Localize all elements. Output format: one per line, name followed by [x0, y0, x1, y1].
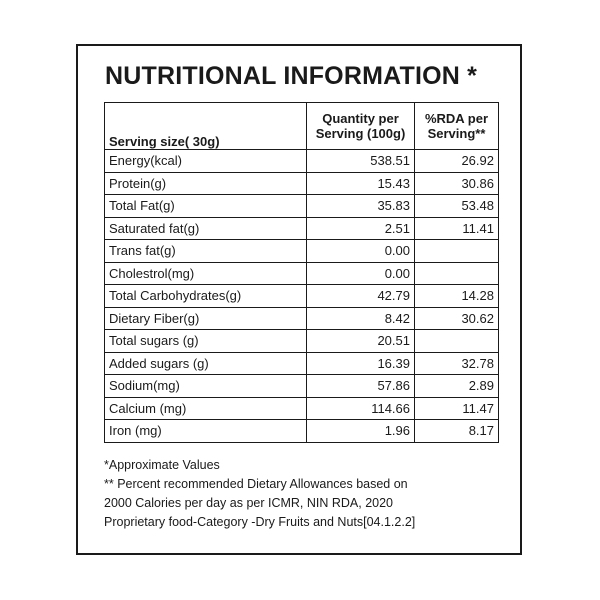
nutrient-name: Dietary Fiber(g) — [105, 307, 307, 330]
nutrient-name: Sodium(mg) — [105, 375, 307, 398]
nutrient-quantity: 35.83 — [307, 195, 415, 218]
nutrient-quantity: 0.00 — [307, 262, 415, 285]
quantity-header — [307, 103, 415, 150]
nutrient-name: Cholestrol(mg) — [105, 262, 307, 285]
nutrient-quantity: 1.96 — [307, 420, 415, 443]
nutrient-rda: 2.89 — [415, 375, 499, 398]
nutrient-rda: 32.78 — [415, 352, 499, 375]
category-note: Proprietary food-Category -Dry Fruits and Nuts[04.1.2.2] — [104, 515, 416, 529]
nutrient-name: Protein(g) — [105, 172, 307, 195]
table-row — [105, 420, 499, 443]
rda-note-line1: ** Percent recommended Dietary Allowances based on — [104, 477, 408, 491]
nutrient-quantity: 114.66 — [307, 397, 415, 420]
nutrient-name: Calcium (mg) — [105, 397, 307, 420]
nutrient-name: Saturated fat(g) — [105, 217, 307, 240]
nutrient-name: Total Fat(g) — [105, 195, 307, 218]
table-row — [105, 172, 499, 195]
nutrient-name: Total Carbohydrates(g) — [105, 285, 307, 308]
nutrient-name: Energy(kcal) — [105, 150, 307, 173]
quantity-header-line2: Serving (100g) — [315, 126, 406, 141]
table-row — [105, 285, 499, 308]
nutrient-quantity: 2.51 — [307, 217, 415, 240]
nutrient-rda: 53.48 — [415, 195, 499, 218]
nutrient-quantity: 57.86 — [307, 375, 415, 398]
table-row — [105, 375, 499, 398]
nutrient-quantity: 0.00 — [307, 240, 415, 263]
nutrient-rda: 11.41 — [415, 217, 499, 240]
nutrient-rda: 26.92 — [415, 150, 499, 173]
nutrient-rda — [415, 262, 499, 285]
nutrient-rda: 30.86 — [415, 172, 499, 195]
rda-header-line1: %RDA per — [424, 111, 489, 126]
nutrient-quantity: 16.39 — [307, 352, 415, 375]
quantity-header-line1: Quantity per — [322, 111, 399, 126]
nutrient-quantity: 15.43 — [307, 172, 415, 195]
table-row — [105, 397, 499, 420]
nutrient-name: Added sugars (g) — [105, 352, 307, 375]
table-row — [105, 240, 499, 263]
panel-title: NUTRITIONAL INFORMATION * — [105, 62, 478, 90]
nutrient-rda: 14.28 — [415, 285, 499, 308]
table-row — [105, 307, 499, 330]
nutrient-name: Total sugars (g) — [105, 330, 307, 353]
nutrition-table — [104, 102, 499, 443]
table-row — [105, 352, 499, 375]
table-row — [105, 262, 499, 285]
nutrient-rda — [415, 330, 499, 353]
rda-note-line2: 2000 Calories per day as per ICMR, NIN RDA, 2020 — [104, 496, 394, 510]
nutrient-rda: 11.47 — [415, 397, 499, 420]
nutrient-quantity: 42.79 — [307, 285, 415, 308]
nutrition-panel — [76, 44, 522, 555]
nutrient-rda: 8.17 — [415, 420, 499, 443]
footnotes — [104, 456, 514, 532]
nutrient-quantity: 8.42 — [307, 307, 415, 330]
nutrient-name: Iron (mg) — [105, 420, 307, 443]
nutrient-quantity: 20.51 — [307, 330, 415, 353]
table-header-row — [105, 103, 499, 150]
nutrient-rda: 30.62 — [415, 307, 499, 330]
nutrition-rows — [105, 150, 499, 443]
nutrient-rda — [415, 240, 499, 263]
approximate-note: *Approximate Values — [104, 458, 220, 472]
nutrient-quantity: 538.51 — [307, 150, 415, 173]
table-row — [105, 195, 499, 218]
table-row — [105, 217, 499, 240]
serving-size-header: Serving size( 30g) — [105, 103, 307, 150]
table-row — [105, 150, 499, 173]
rda-header-line2: Serving** — [427, 126, 486, 141]
rda-header — [415, 103, 499, 150]
nutrient-name: Trans fat(g) — [105, 240, 307, 263]
table-row — [105, 330, 499, 353]
